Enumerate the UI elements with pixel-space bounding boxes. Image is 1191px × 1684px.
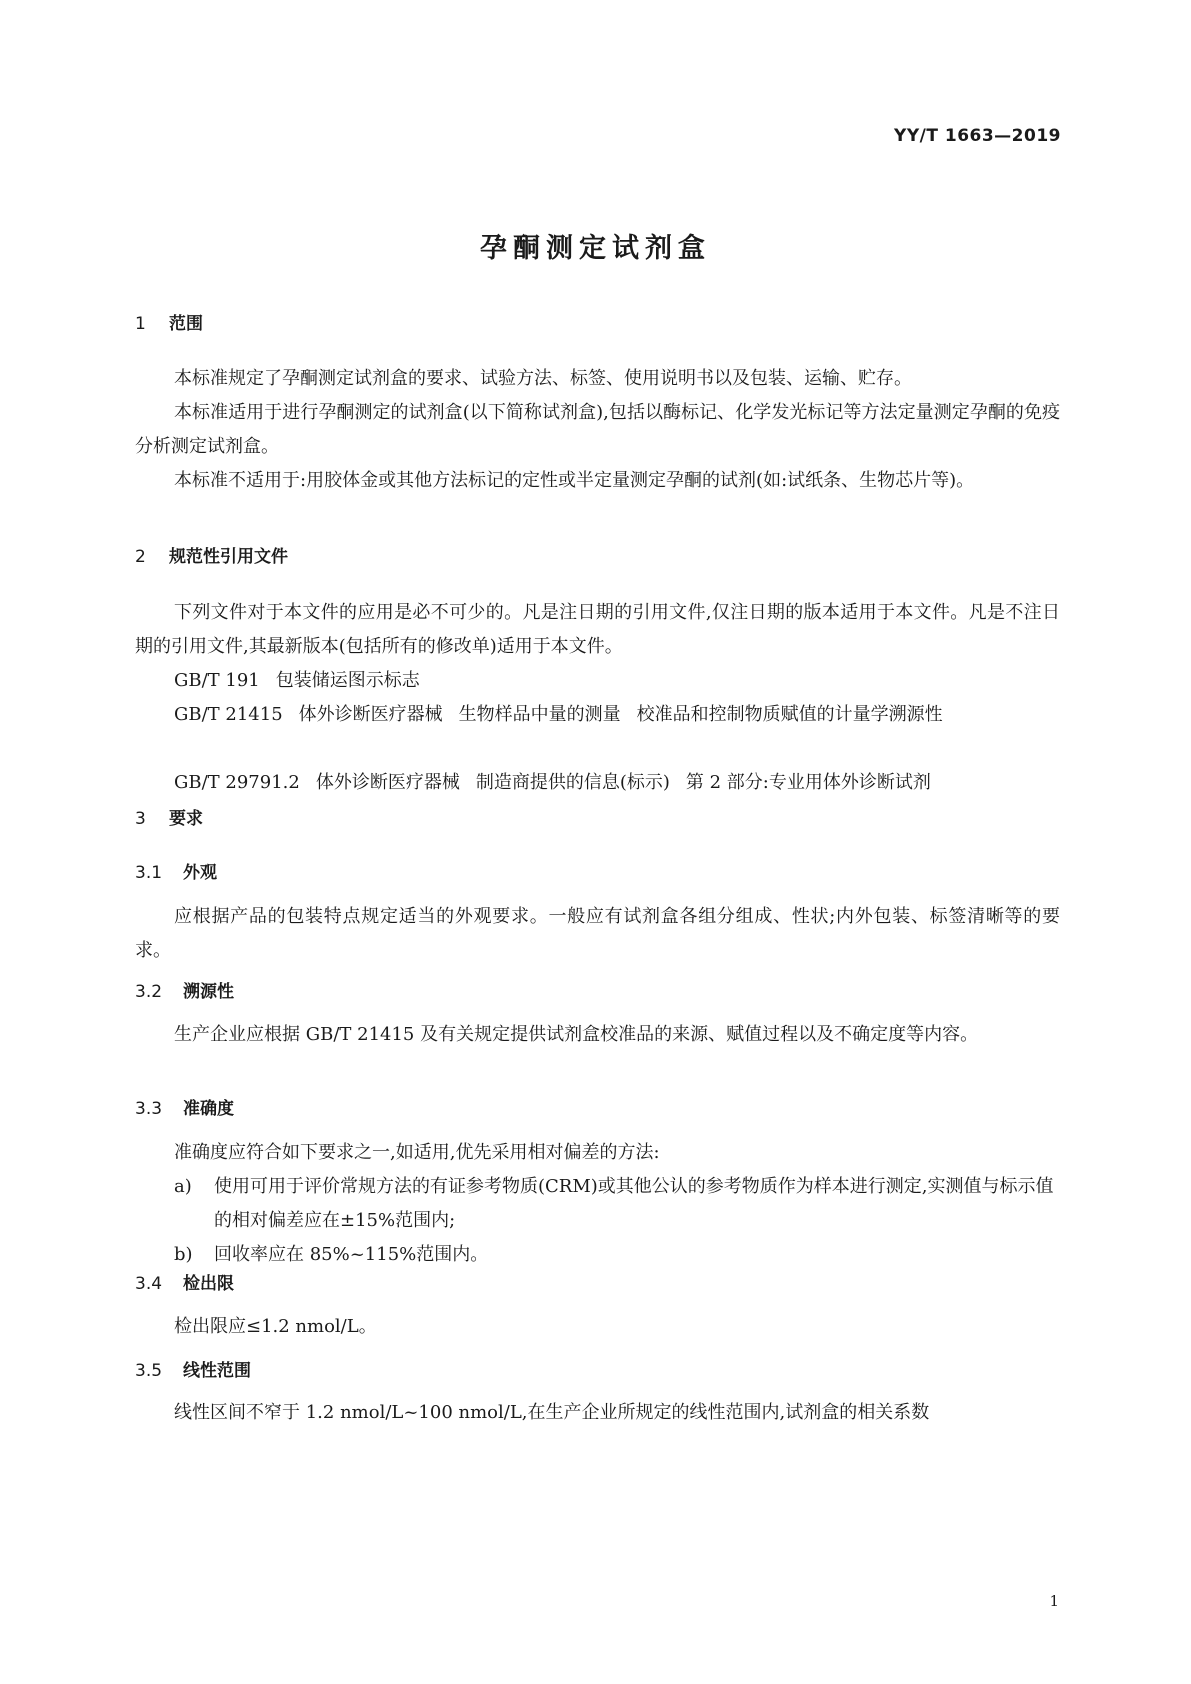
reference-title-part: 校准品和控制物质赋值的计量学溯源性 [636,704,943,725]
section-heading-normative-references [135,542,288,567]
reference-title-part: 体外诊断医疗器械 [315,772,460,793]
document-title: 孕酮测定试剂盒 [480,233,711,264]
paragraph: 本标准不适用于:用胶体金或其他方法标记的定性或半定量测定孕酮的试剂(如:试纸条、生物芯片等)。 [174,470,975,491]
subsection-heading-traceability [135,977,234,1002]
list-text: 回收率应在 85%~115%范围内。 [214,1244,489,1265]
subsection-title: 检出限 [183,1274,234,1294]
reference-item [135,698,1060,732]
list-marker: b) [174,1244,193,1265]
paragraph: 检出限应≤1.2 nmol/L。 [174,1316,377,1337]
subsection-number: 3.2 [135,982,163,1002]
paragraph: 本标准规定了孕酮测定试剂盒的要求、试验方法、标签、使用说明书以及包装、运输、贮存。 [174,368,912,389]
section-number: 1 [135,314,146,334]
reference-title-part: 体外诊断医疗器械 [298,704,443,725]
subsection-title: 溯源性 [183,982,234,1002]
paragraph: 下列文件对于本文件的应用是必不可少的。凡是注日期的引用文件,仅注日期的版本适用于本文件。凡是不注日期的引用文件,其最新版本(包括所有的修改单)适用于本文件。 [135,602,1060,657]
reference-title-part: 第 2 部分:专业用体外诊断试剂 [685,772,931,793]
subsection-number: 3.5 [135,1361,163,1381]
paragraph: 本标准适用于进行孕酮测定的试剂盒(以下简称试剂盒),包括以酶标记、化学发光标记等方法定量测定孕酮的免疫分析测定试剂盒。 [135,402,1060,457]
subsection-title: 线性范围 [183,1361,251,1381]
section-number: 2 [135,547,146,567]
subsection-heading-accuracy [135,1094,234,1119]
paragraph: 线性区间不窄于 1.2 nmol/L~100 nmol/L,在生产企业所规定的线性范围内,试剂盒的相关系数 [174,1402,930,1423]
standard-code: YY/T 1663—2019 [894,126,1061,146]
subsection-number: 3.4 [135,1274,163,1294]
paragraph: 应根据产品的包装特点规定适当的外观要求。一般应有试剂盒各组分组成、性状;内外包装、标签清晰等的要求。 [135,906,1060,961]
section-heading-scope [135,309,203,334]
section-heading-requirements [135,804,203,829]
reference-code: GB/T 29791.2 [174,772,300,793]
reference-code: GB/T 191 [174,670,260,691]
reference-title-part: 生物样品中量的测量 [458,704,621,725]
subsection-title: 外观 [183,863,217,883]
paragraph: 生产企业应根据 GB/T 21415 及有关规定提供试剂盒校准品的来源、赋值过程以及不确定度等内容。 [174,1024,979,1045]
reference-item [135,766,1060,800]
reference-item [135,664,1060,698]
section-title: 要求 [169,809,203,829]
subsection-heading-appearance [135,858,217,883]
subsection-number: 3.1 [135,863,163,883]
subsection-title: 准确度 [183,1099,234,1119]
section-number: 3 [135,809,146,829]
page-number: 1 [1049,1592,1059,1610]
list-text: 使用可用于评价常规方法的有证参考物质(CRM)或其他公认的参考物质作为样本进行测定,实测值与标示值的相对偏差应在±15%范围内; [214,1176,1054,1231]
subsection-number: 3.3 [135,1099,163,1119]
reference-title-part: 制造商提供的信息(标示) [475,772,670,793]
reference-code: GB/T 21415 [174,704,283,725]
subsection-heading-detection-limit [135,1269,234,1294]
paragraph: 准确度应符合如下要求之一,如适用,优先采用相对偏差的方法: [174,1142,660,1163]
section-title: 规范性引用文件 [169,547,288,567]
reference-title-part: 包装储运图示标志 [275,670,420,691]
list-item [174,1170,1060,1238]
list-marker: a) [174,1176,192,1197]
list-item [174,1238,1060,1272]
section-title: 范围 [169,314,203,334]
subsection-heading-linear-range [135,1356,251,1381]
